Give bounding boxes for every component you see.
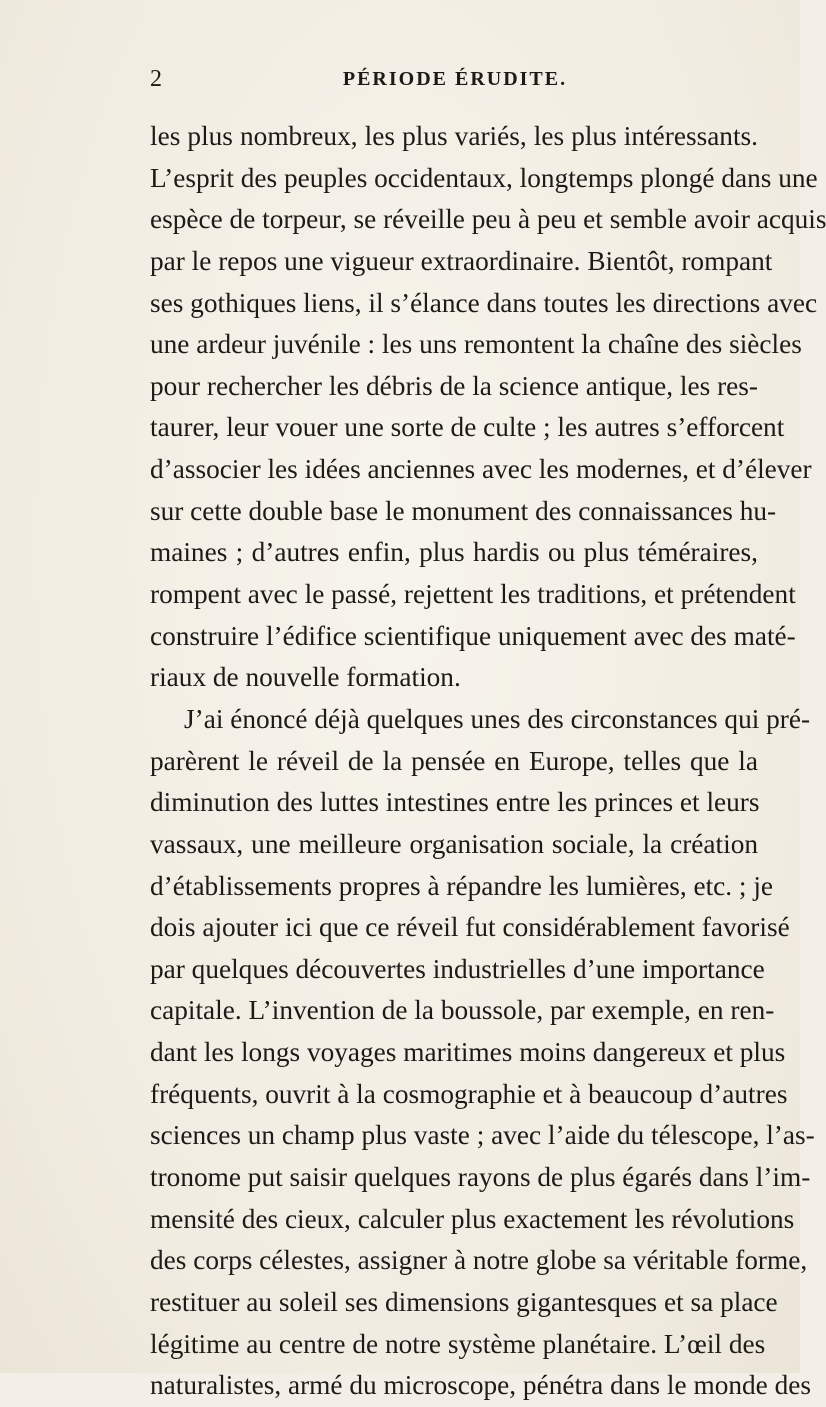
text-line: sciences un champ plus vaste ; avec l’aide du télescope, l’as- <box>150 1120 815 1151</box>
text-line: naturalistes, armé du microscope, pénétra dans le monde des <box>150 1370 811 1401</box>
text-line: d’associer les idées anciennes avec les modernes, et d’élever <box>150 454 812 485</box>
text-line: dant les longs voyages maritimes moins dangereux et plus <box>150 1037 786 1068</box>
text-line: par le repos une vigueur extraordinaire. Bientôt, rompant <box>150 245 773 276</box>
text-line: rompent avec le passé, rejettent les traditions, et prétendent <box>150 579 796 610</box>
text-line: fréquents, ouvrit à la cosmographie et à beaucoup d’autres <box>150 1078 788 1109</box>
text-line: tronome put saisir quelques rayons de plus égarés dans l’im- <box>150 1162 811 1193</box>
text-line: J’ai énoncé déjà quelques unes des circonstances qui pré- <box>184 703 811 734</box>
text-line: restituer au soleil ses dimensions gigantesques et sa place <box>150 1286 778 1317</box>
body-text <box>150 116 826 1407</box>
text-line: L’esprit des peuples occidentaux, longtemps plongé dans une <box>150 162 818 193</box>
text-line: construire l’édifice scientifique uniquement avec des maté- <box>150 620 796 651</box>
text-line: pour rechercher les débris de la science antique, les res- <box>150 370 758 401</box>
text-line: sur cette double base le monument des connaissances hu- <box>150 495 777 526</box>
paragraph-2 <box>150 699 815 1407</box>
text-line: d’établissements propres à répandre les lumières, etc. ; je <box>150 870 774 901</box>
page-header <box>150 66 760 96</box>
text-line: mensité des cieux, calculer plus exactement les révolutions <box>150 1203 795 1234</box>
text-line: maines ; d’autres enfin, plus hardis ou plus téméraires, <box>150 537 758 568</box>
text-line: une ardeur juvénile : les uns remontent la chaîne des siècles <box>150 329 802 360</box>
text-line: espèce de torpeur, se réveille peu à peu et semble avoir acquis <box>150 204 826 235</box>
text-line: taurer, leur vouer une sorte de culte ; les autres s’efforcent <box>150 412 785 443</box>
text-line: ses gothiques liens, il s’élance dans toutes les directions avec <box>150 287 818 318</box>
text-line: vassaux, une meilleure organisation sociale, la création <box>150 828 758 859</box>
text-line: les plus nombreux, les plus variés, les plus intéressants. <box>150 121 758 151</box>
text-line: parèrent le réveil de la pensée en Europe, telles que la <box>150 745 758 776</box>
text-line: diminution des luttes intestines entre les princes et leurs <box>150 787 760 818</box>
text-line: par quelques découvertes industrielles d’une importance <box>150 953 765 984</box>
text-line: des corps célestes, assigner à notre globe sa véritable forme, <box>150 1245 808 1276</box>
running-head: PÉRIODE ÉRUDITE. <box>342 68 568 90</box>
text-line: légitime au centre de notre système planétaire. L’œil des <box>150 1328 766 1359</box>
text-line: riaux de nouvelle formation. <box>150 662 461 693</box>
text-line: dois ajouter ici que ce réveil fut considérablement favorisé <box>150 912 790 943</box>
page-number: 2 <box>150 66 163 92</box>
paragraph-1 <box>150 116 826 699</box>
text-line: capitale. L’invention de la boussole, par exemple, en ren- <box>150 995 775 1026</box>
